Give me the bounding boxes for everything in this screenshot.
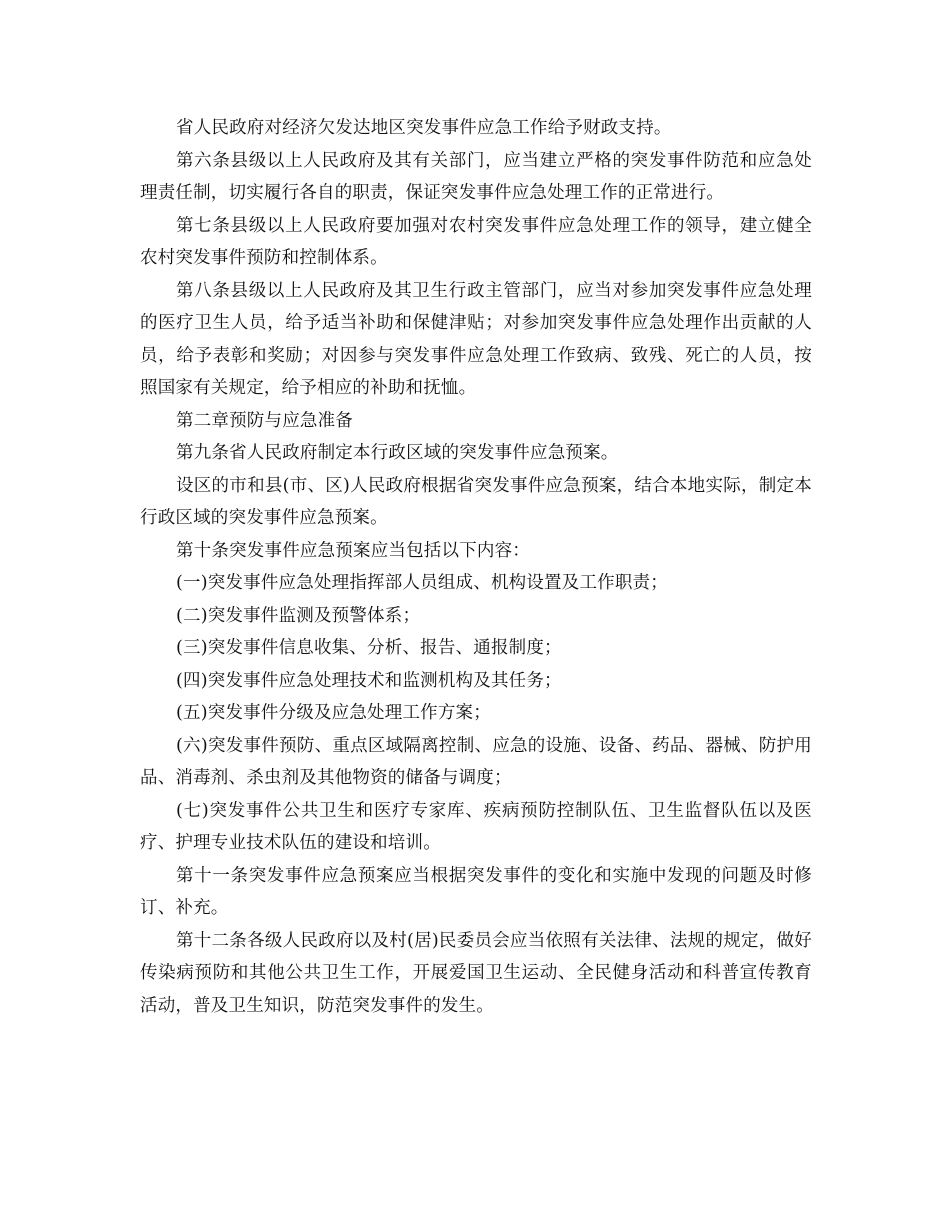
list-item: (三)突发事件信息收集、分析、报告、通报制度； xyxy=(176,638,562,658)
document-body xyxy=(140,112,812,1022)
paragraph-article-11: 第十一条突发事件应急预案应当根据突发事件的变化和实施中发现的问题及时修订、补充。 xyxy=(140,865,812,918)
chapter-heading: 第二章预防与应急准备 xyxy=(176,410,353,431)
paragraph-article-12: 第十二条各级人民政府以及村(居)民委员会应当依照有关法律、法规的规定，做好传染病预防和其他公共卫生工作，开展爱国卫生运动、全民健身活动和科普宣传教育活动，普及卫生知识，防范突发事件的发生。 xyxy=(140,930,812,1016)
paragraph-financial-support: 省人民政府对经济欠发达地区突发事件应急工作给予财政支持。 xyxy=(176,118,672,138)
paragraph-article-9: 第九条省人民政府制定本行政区域的突发事件应急预案。 xyxy=(176,443,619,463)
list-item: (六)突发事件预防、重点区域隔离控制、应急的设施、设备、药品、器械、防护用品、消毒剂、杀虫剂及其他物资的储备与调度； xyxy=(140,735,812,788)
list-item: (四)突发事件应急处理技术和监测机构及其任务； xyxy=(176,670,562,691)
list-item: (一)突发事件应急处理指挥部人员组成、机构设置及工作职责； xyxy=(176,573,668,593)
paragraph-article-7: 第七条县级以上人民政府要加强对农村突发事件应急处理工作的领导，建立健全农村突发事件预防和控制体系。 xyxy=(140,215,812,268)
list-item: (五)突发事件分级及应急处理工作方案； xyxy=(176,703,491,723)
paragraph-article-9-detail: 设区的市和县(市、区)人民政府根据省突发事件应急预案，结合本地实际，制定本行政区域的突发事件应急预案。 xyxy=(140,475,812,528)
list-item: (七)突发事件公共卫生和医疗专家库、疾病预防控制队伍、卫生监督队伍以及医疗、护理专业技术队伍的建设和培训。 xyxy=(140,800,812,853)
paragraph-article-6: 第六条县级以上人民政府及其有关部门，应当建立严格的突发事件防范和应急处理责任制，切实履行各自的职责，保证突发事件应急处理工作的正常进行。 xyxy=(140,150,812,203)
list-item: (二)突发事件监测及预警体系； xyxy=(176,605,421,626)
paragraph-article-10: 第十条突发事件应急预案应当包括以下内容： xyxy=(176,540,530,561)
paragraph-article-8: 第八条县级以上人民政府及其卫生行政主管部门，应当对参加突发事件应急处理的医疗卫生人员，给予适当补助和保健津贴；对参加突发事件应急处理作出贡献的人员，给予表彰和奖励；对因参与突发事件应急处理工作致病、致残、死亡的人员，按照国家有关规定，给予相应的补助和抚恤。 xyxy=(140,280,812,398)
